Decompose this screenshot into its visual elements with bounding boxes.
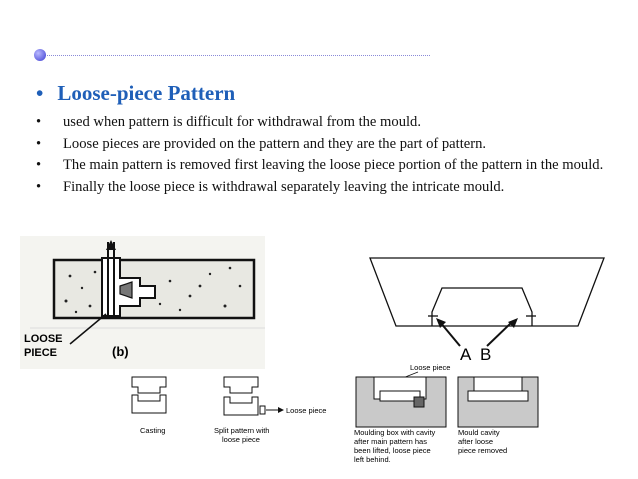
caption-casting: Casting <box>140 426 166 435</box>
loose-label-line1: LOOSE <box>24 333 63 345</box>
loose-piece-mould-figure <box>20 236 265 369</box>
caption-cavity-1: Mould cavity <box>458 428 500 437</box>
bullet-glyph: • <box>36 81 44 105</box>
label-b: B <box>480 345 492 364</box>
loose-piece-steps-diagram <box>128 363 546 476</box>
caption-split-2: loose piece <box>222 435 260 444</box>
loose-label-line2: PIECE <box>24 347 58 359</box>
list-item <box>36 157 604 174</box>
caption-moulding-3: been lifted, loose piece <box>354 446 431 455</box>
bullet-glyph: • <box>36 135 42 152</box>
caption-moulding-1: Moulding box with cavity <box>354 428 436 437</box>
list-item-text: used when pattern is difficult for withdrawal from the mould. <box>63 114 422 130</box>
caption-cavity-2: after loose <box>458 437 494 446</box>
list-item-text: Loose pieces are provided on the pattern and they are the part of pattern. <box>63 135 487 152</box>
list-item <box>36 136 604 153</box>
list-item-text: Finally the loose piece is withdrawal separately leaving the intricate mould. <box>63 178 505 195</box>
bullet-glyph: • <box>36 114 42 130</box>
caption-moulding-4: left behind. <box>354 455 391 464</box>
header-dotted-line <box>40 55 430 56</box>
label-a: A <box>460 345 472 364</box>
caption-split-1: Split pattern with <box>214 426 270 435</box>
list-item <box>36 114 604 131</box>
list-item <box>36 179 604 196</box>
slide-heading <box>36 81 235 106</box>
heading-text: Loose-piece Pattern <box>57 81 236 105</box>
figure-caption-b: (b) <box>112 344 129 359</box>
top-loose-piece-label: Loose piece <box>410 363 451 372</box>
pattern-ab-diagram <box>362 250 612 365</box>
caption-moulding-2: after main pattern has <box>354 437 427 446</box>
header-bullet-dot-icon <box>34 49 46 61</box>
arrow-loose-piece-label: Loose piece <box>286 406 327 415</box>
list-item-text: The main pattern is removed first leaving the loose piece portion of the pattern in the mould. <box>63 157 604 173</box>
bullet-list <box>36 114 604 200</box>
bullet-glyph: • <box>36 157 42 173</box>
caption-cavity-3: piece removed <box>458 446 508 455</box>
bullet-glyph: • <box>36 178 42 195</box>
